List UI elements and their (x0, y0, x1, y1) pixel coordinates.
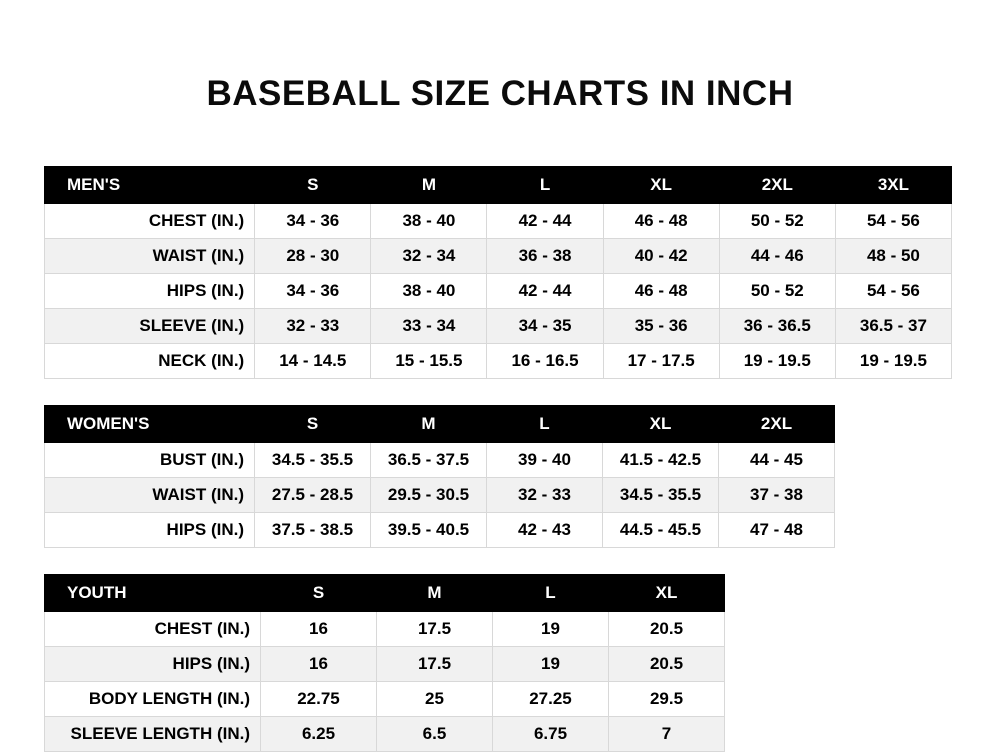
table-cell: 42 - 44 (487, 274, 603, 309)
table-row (45, 717, 725, 752)
row-label: HIPS (IN.) (45, 647, 261, 682)
table-cell: 54 - 56 (835, 274, 951, 309)
table-spacer (44, 548, 956, 574)
table-row (45, 204, 952, 239)
column-header: MEN'S (45, 167, 255, 204)
column-header: M (371, 167, 487, 204)
table-cell: 39 - 40 (487, 443, 603, 478)
table-row (45, 682, 725, 717)
column-header: M (377, 575, 493, 612)
table-spacer (44, 379, 956, 405)
table-cell: 20.5 (609, 612, 725, 647)
table-header-row (45, 167, 952, 204)
table-cell: 19 - 19.5 (835, 344, 951, 379)
table-cell: 47 - 48 (719, 513, 835, 548)
table-cell: 33 - 34 (371, 309, 487, 344)
table-cell: 6.5 (377, 717, 493, 752)
column-header: YOUTH (45, 575, 261, 612)
table-row (45, 647, 725, 682)
table-cell: 32 - 33 (487, 478, 603, 513)
column-header: XL (603, 406, 719, 443)
table-cell: 6.25 (261, 717, 377, 752)
table-cell: 38 - 40 (371, 204, 487, 239)
table-cell: 17 - 17.5 (603, 344, 719, 379)
row-label: WAIST (IN.) (45, 239, 255, 274)
row-label: HIPS (IN.) (45, 274, 255, 309)
size-tables-container (0, 166, 1000, 752)
table-cell: 42 - 43 (487, 513, 603, 548)
table-cell: 36.5 - 37 (835, 309, 951, 344)
table-cell: 14 - 14.5 (255, 344, 371, 379)
column-header: WOMEN'S (45, 406, 255, 443)
table-cell: 40 - 42 (603, 239, 719, 274)
table-row (45, 344, 952, 379)
column-header: L (487, 167, 603, 204)
table-cell: 17.5 (377, 647, 493, 682)
table-cell: 32 - 33 (255, 309, 371, 344)
table-cell: 20.5 (609, 647, 725, 682)
row-label: CHEST (IN.) (45, 204, 255, 239)
table-row (45, 513, 835, 548)
table-row (45, 612, 725, 647)
row-label: WAIST (IN.) (45, 478, 255, 513)
table-cell: 37 - 38 (719, 478, 835, 513)
table-cell: 44.5 - 45.5 (603, 513, 719, 548)
column-header: XL (603, 167, 719, 204)
table-row (45, 478, 835, 513)
table-cell: 44 - 46 (719, 239, 835, 274)
table-cell: 41.5 - 42.5 (603, 443, 719, 478)
table-cell: 46 - 48 (603, 204, 719, 239)
row-label: HIPS (IN.) (45, 513, 255, 548)
table-cell: 22.75 (261, 682, 377, 717)
table-cell: 36.5 - 37.5 (371, 443, 487, 478)
table-row (45, 443, 835, 478)
table-cell: 16 (261, 612, 377, 647)
column-header: S (255, 406, 371, 443)
table-cell: 25 (377, 682, 493, 717)
mens-size-table (44, 166, 952, 379)
table-cell: 50 - 52 (719, 204, 835, 239)
table-row (45, 309, 952, 344)
row-label: BUST (IN.) (45, 443, 255, 478)
column-header: XL (609, 575, 725, 612)
table-cell: 34 - 36 (255, 274, 371, 309)
table-row (45, 239, 952, 274)
table-cell: 16 - 16.5 (487, 344, 603, 379)
table-cell: 15 - 15.5 (371, 344, 487, 379)
womens-size-table (44, 405, 835, 548)
table-cell: 34.5 - 35.5 (603, 478, 719, 513)
table-cell: 46 - 48 (603, 274, 719, 309)
table-cell: 34 - 36 (255, 204, 371, 239)
column-header: 3XL (835, 167, 951, 204)
table-cell: 36 - 38 (487, 239, 603, 274)
table-cell: 44 - 45 (719, 443, 835, 478)
table-cell: 36 - 36.5 (719, 309, 835, 344)
table-cell: 50 - 52 (719, 274, 835, 309)
table-cell: 27.5 - 28.5 (255, 478, 371, 513)
table-cell: 29.5 - 30.5 (371, 478, 487, 513)
table-cell: 19 - 19.5 (719, 344, 835, 379)
column-header: S (255, 167, 371, 204)
table-cell: 35 - 36 (603, 309, 719, 344)
table-cell: 19 (493, 612, 609, 647)
row-label: SLEEVE LENGTH (IN.) (45, 717, 261, 752)
table-row (45, 274, 952, 309)
table-cell: 37.5 - 38.5 (255, 513, 371, 548)
row-label: CHEST (IN.) (45, 612, 261, 647)
row-label: NECK (IN.) (45, 344, 255, 379)
table-cell: 29.5 (609, 682, 725, 717)
column-header: 2XL (719, 167, 835, 204)
page-title: BASEBALL SIZE CHARTS IN INCH (206, 74, 794, 113)
table-header-row (45, 575, 725, 612)
table-cell: 17.5 (377, 612, 493, 647)
row-label: BODY LENGTH (IN.) (45, 682, 261, 717)
column-header: S (261, 575, 377, 612)
youth-size-table (44, 574, 725, 752)
column-header: 2XL (719, 406, 835, 443)
table-header-row (45, 406, 835, 443)
table-cell: 48 - 50 (835, 239, 951, 274)
table-cell: 7 (609, 717, 725, 752)
table-cell: 39.5 - 40.5 (371, 513, 487, 548)
table-cell: 42 - 44 (487, 204, 603, 239)
table-cell: 54 - 56 (835, 204, 951, 239)
column-header: L (487, 406, 603, 443)
column-header: L (493, 575, 609, 612)
row-label: SLEEVE (IN.) (45, 309, 255, 344)
table-cell: 19 (493, 647, 609, 682)
table-cell: 28 - 30 (255, 239, 371, 274)
table-cell: 16 (261, 647, 377, 682)
table-cell: 32 - 34 (371, 239, 487, 274)
table-cell: 34.5 - 35.5 (255, 443, 371, 478)
column-header: M (371, 406, 487, 443)
table-cell: 38 - 40 (371, 274, 487, 309)
table-cell: 27.25 (493, 682, 609, 717)
table-cell: 34 - 35 (487, 309, 603, 344)
table-cell: 6.75 (493, 717, 609, 752)
